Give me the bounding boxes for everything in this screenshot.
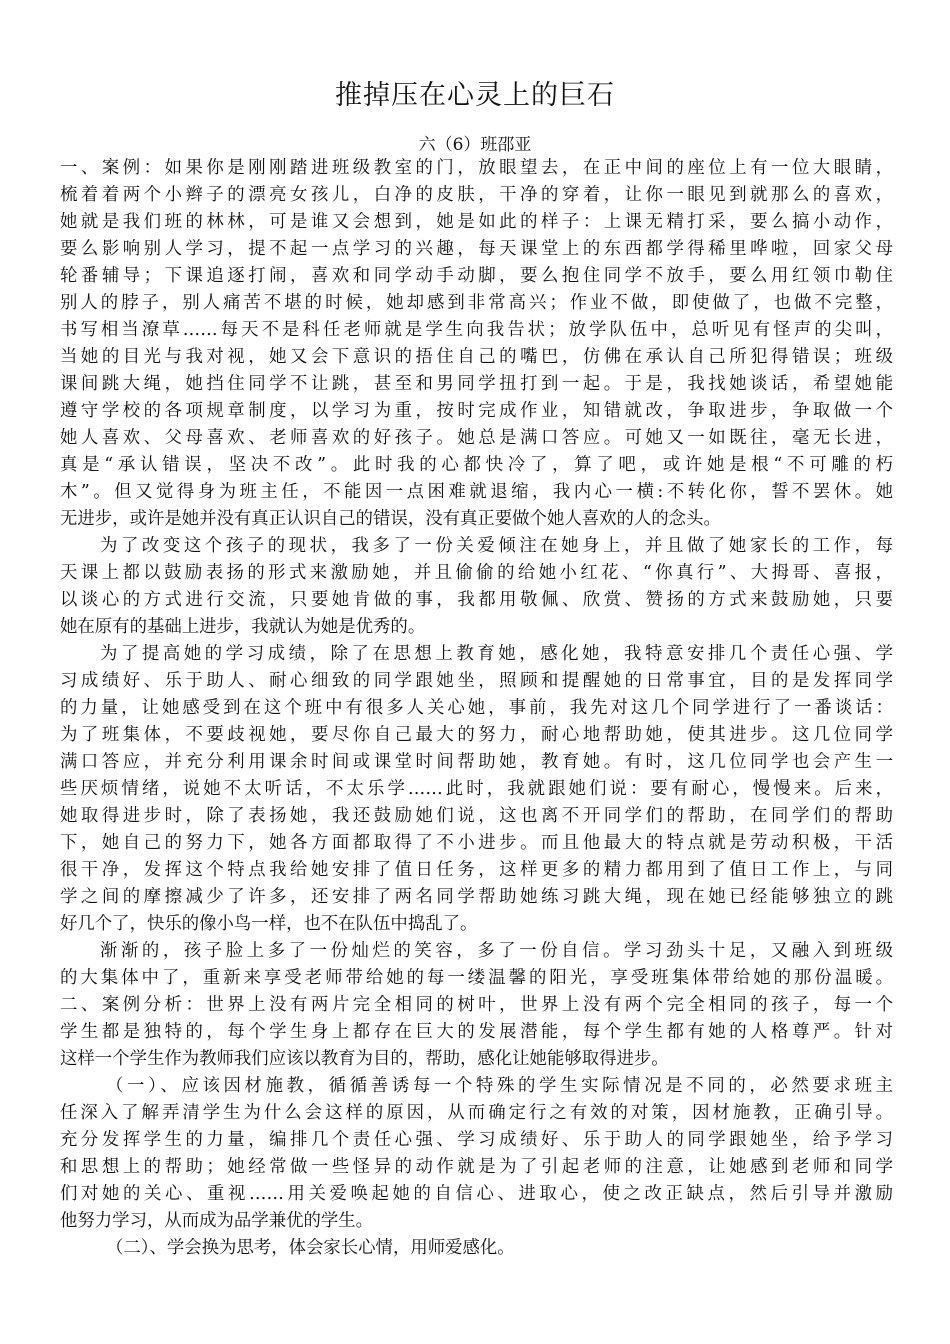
body-line: 学生都是独特的，每个学生身上都存在巨大的发展潜能，每个学生都有她的人格尊严。针对 — [60, 1022, 893, 1042]
body-line: 为了提高她的学习成绩，除了在思想上教育她，感化她，我特意安排几个责任心强、学 — [100, 644, 893, 664]
document-title: 推掉压在心灵上的巨石 — [335, 80, 615, 111]
body-line: 他努力学习，从而成为品学兼优的学生。 — [60, 1211, 374, 1231]
body-line: 为了改变这个孩子的现状，我多了一份关爱倾注在她身上，并且做了她家长的工作，每 — [100, 536, 893, 556]
body-line: 梳着着两个小辫子的漂亮女孩儿，白净的皮肤，干净的穿着，让你一眼见到就那么的喜欢， — [60, 185, 893, 205]
author-line: 六（6）班邵亚 — [418, 135, 532, 155]
body-line: 些厌烦情绪，说她不太听话，不太乐学……此时，我就跟她们说：要有耐心，慢慢来。后来， — [60, 779, 893, 799]
body-line: 渐渐的，孩子脸上多了一份灿烂的笑容，多了一份自信。学习劲头十足，又融入到班级 — [100, 941, 893, 961]
body-line: 这样一个学生作为教师我们应该以教育为目的，帮助，感化让她能够取得进步。 — [60, 1049, 669, 1069]
body-line: 当她的目光与我对视，她又会下意识的捂住自己的嘴巴，仿佛在承认自己所犯得错误；班级 — [60, 347, 893, 367]
subsection-line: （二）、学会换为思考，体会家长心情，用师爱感化。 — [106, 1238, 515, 1258]
body-line: 们对她的关心、重视……用关爱唤起她的自信心、进取心，使之改正缺点，然后引导并激励 — [60, 1184, 893, 1204]
body-line: 充分发挥学生的力量，编排几个责任心强、学习成绩好、乐于助人的同学跟她坐，给予学习 — [60, 1130, 893, 1150]
body-line: 她取得进步时，除了表扬她，我还鼓励她们说，这也离不开同学们的帮助，在同学们的帮助 — [60, 806, 893, 826]
body-line: 轮番辅导；下课追逐打闹，喜欢和同学动手动脚，要么抱住同学不放手，要么用红领巾勒住 — [60, 266, 893, 286]
body-line: 她人喜欢、父母喜欢、老师喜欢的好孩子。她总是满口答应。可她又一如既往，毫无长进， — [60, 428, 893, 448]
body-line: 很干净，发挥这个特点我给她安排了值日任务，这样更多的精力都用到了值日工作上，与同 — [60, 860, 893, 880]
body-line: 学之间的摩擦减少了许多，还安排了两名同学帮助她练习跳大绳，现在她已经能够独立的跳 — [60, 887, 893, 907]
body-line: 为了班集体，不要歧视她，要尽你自己最大的努力，耐心地帮助她，使其进步。这几位同学 — [60, 725, 893, 745]
body-line: 下，她自己的努力下，她各方面都取得了不小进步。而且他最大的特点就是劳动积极，干活 — [60, 833, 893, 853]
body-line: 以谈心的方式进行交流，只要她肯做的事，我都用敬佩、欣赏、赞扬的方式来鼓励她，只要 — [60, 590, 893, 610]
body-line: 和思想上的帮助；她经常做一些怪异的动作就是为了引起老师的注意，让她感到老师和同学 — [60, 1157, 893, 1177]
body-line: 习成绩好、乐于助人、耐心细致的同学跟她坐，照顾和提醒她的日常事宜，目的是发挥同学 — [60, 671, 893, 691]
body-line: 她在原有的基础上进步，我就认为她是优秀的。 — [60, 617, 426, 637]
body-line: 的大集体中了，重新来享受老师带给她的每一缕温馨的阳光，享受班集体带给她的那份温暖。 — [60, 968, 893, 988]
body-line: 要么影响别人学习，提不起一点学习的兴趣，每天课堂上的东西都学得稀里哗啦，回家父母 — [60, 239, 893, 259]
subsection-line: （一）、应该因材施教，循循善诱每一个特殊的学生实际情况是不同的，必然要求班主 — [106, 1076, 893, 1096]
body-line: 遵守学校的各项规章制度，以学习为重，按时完成作业，知错就改，争取进步，争取做一个 — [60, 401, 893, 421]
body-line: 满口答应，并充分利用课余时间或课堂时间帮助她，教育她。有时，这几位同学也会产生一 — [60, 752, 893, 772]
body-line: 别人的脖子，别人痛苦不堪的时候，她却感到非常高兴；作业不做，即使做了，也做不完整， — [60, 293, 893, 313]
body-line: 她就是我们班的林林，可是谁又会想到，她是如此的样子：上课无精打采，要么搞小动作， — [60, 212, 893, 232]
body-line: 木”。但又觉得身为班主任，不能因一点困难就退缩，我内心一横:不转化你，誓不罢休。她 — [60, 482, 893, 502]
body-line: 无进步，或许是她并没有真正认识自己的错误，没有真正要做个她人喜欢的人的念头。 — [60, 509, 721, 529]
body-line: 真是“承认错误，坚决不改”。此时我的心都快冷了，算了吧，或许她是根“不可雕的朽 — [60, 455, 893, 475]
body-line: 任深入了解弄清学生为什么会这样的原因，从而确定行之有效的对策，因材施教，正确引导。 — [60, 1103, 893, 1123]
body-line: 课间跳大绳，她挡住同学不让跳，甚至和男同学扭打到一起。于是，我找她谈话，希望她能 — [60, 374, 893, 394]
body-line: 好几个了，快乐的像小鸟一样，也不在队伍中捣乱了。 — [60, 914, 478, 934]
body-line: 天课上都以鼓励表扬的形式来激励她，并且偷偷的给她小红花、“你真行”、大拇哥、喜报， — [60, 563, 893, 583]
body-line: 一、案例：如果你是刚刚踏进班级教室的门，放眼望去，在正中间的座位上有一位大眼睛， — [60, 158, 893, 178]
body-line: 的力量，让她感受到在这个班中有很多人关心她，事前，我先对这几个同学进行了一番谈话： — [60, 698, 893, 718]
body-line: 书写相当潦草……每天不是科任老师就是学生向我告状；放学队伍中，总听见有怪声的尖叫， — [60, 320, 893, 340]
section-heading-line: 二、案例分析：世界上没有两片完全相同的树叶，世界上没有两个完全相同的孩子，每一个 — [60, 995, 893, 1015]
